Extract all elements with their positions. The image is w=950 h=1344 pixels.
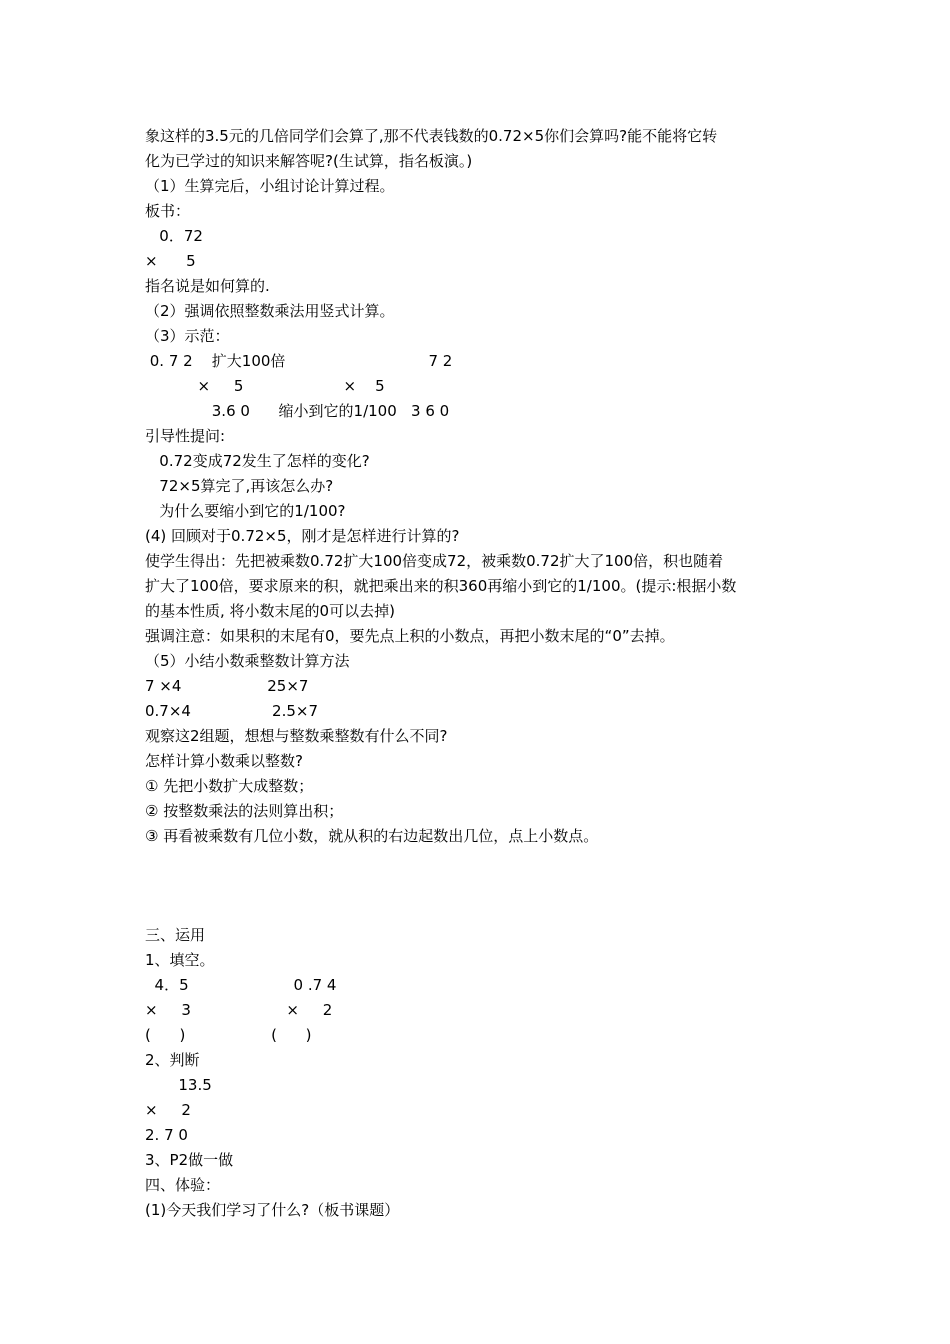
text-line: （1）生算完后，小组讨论计算过程。 [145,177,395,195]
text-line: 2、判断 [145,1051,200,1069]
text-line: （3）示范： [145,327,230,345]
text-line: 为什么要缩小到它的1/100? [145,502,346,520]
text-line: 4．5 0 .7 4 [145,976,337,994]
section-heading: 三、运用 [145,926,206,944]
text-line: 2. 7 0 [145,1126,188,1144]
text-line: ① 先把小数扩大成整数； [145,777,314,795]
text-line: 的基本性质, 将小数末尾的0可以去掉) [145,602,395,620]
text-line: (1)今天我们学习了什么?（板书课题） [145,1201,400,1219]
text-line: 0. 7 2 扩大100倍 7 2 [145,352,453,370]
text-line: 0.7×4 2.5×7 [145,702,318,720]
text-line: 化为已学过的知识来解答呢?(生试算，指名板演。) [145,152,473,170]
text-line: 0.72变成72发生了怎样的变化? [145,452,370,470]
text-line: 怎样计算小数乘以整数? [145,752,303,770]
section-heading: 四、体验： [145,1176,221,1194]
text-line: 板书： [145,202,191,220]
text-line: 引导性提问: [145,427,226,445]
text-line: 使学生得出：先把被乘数0.72扩大100倍变成72，被乘数0.72扩大了100倍，积也随着 [145,552,724,570]
text-line: （2）强调依照整数乘法用竖式计算。 [145,302,395,320]
text-line: × 3 × 2 [145,1001,333,1019]
text-line: 观察这2组题，想想与整数乘整数有什么不同? [145,727,448,745]
text-line: 3、P2做一做 [145,1151,234,1169]
text-line: ( ) ( ) [145,1026,312,1044]
text-line: 扩大了100倍，要求原来的积，就把乘出来的积360再缩小到它的1/100。(提示:根据小数 [145,577,737,595]
text-line: ③ 再看被乘数有几位小数，就从积的右边起数出几位，点上小数点。 [145,827,599,845]
text-line: 象这样的3.5元的几倍同学们会算了,那不代表钱数的0.72×5你们会算吗?能不能将它转 [145,127,718,145]
text-line: (4) 回顾对于0.72×5，刚才是怎样进行计算的? [145,527,460,545]
text-line: 强调注意：如果积的末尾有0，要先点上积的小数点，再把小数末尾的“0”去掉。 [145,627,675,645]
text-line: 指名说是如何算的. [145,277,270,295]
text-line: 3.6 0 缩小到它的1/100 3 6 0 [145,402,450,420]
text-line: × 5 × 5 [145,377,385,395]
text-line: （5）小结小数乘整数计算方法 [145,652,350,670]
text-line: 72×5算完了,再该怎么办? [145,477,334,495]
text-line: 1、填空。 [145,951,215,969]
text-line: × 5 [145,252,196,270]
text-line: 0．72 [145,227,203,245]
text-line: 13.5 [145,1076,212,1094]
text-line: 7 ×4 25×7 [145,677,309,695]
text-line: ② 按整数乘法的法则算出积； [145,802,344,820]
text-line: × 2 [145,1101,191,1119]
